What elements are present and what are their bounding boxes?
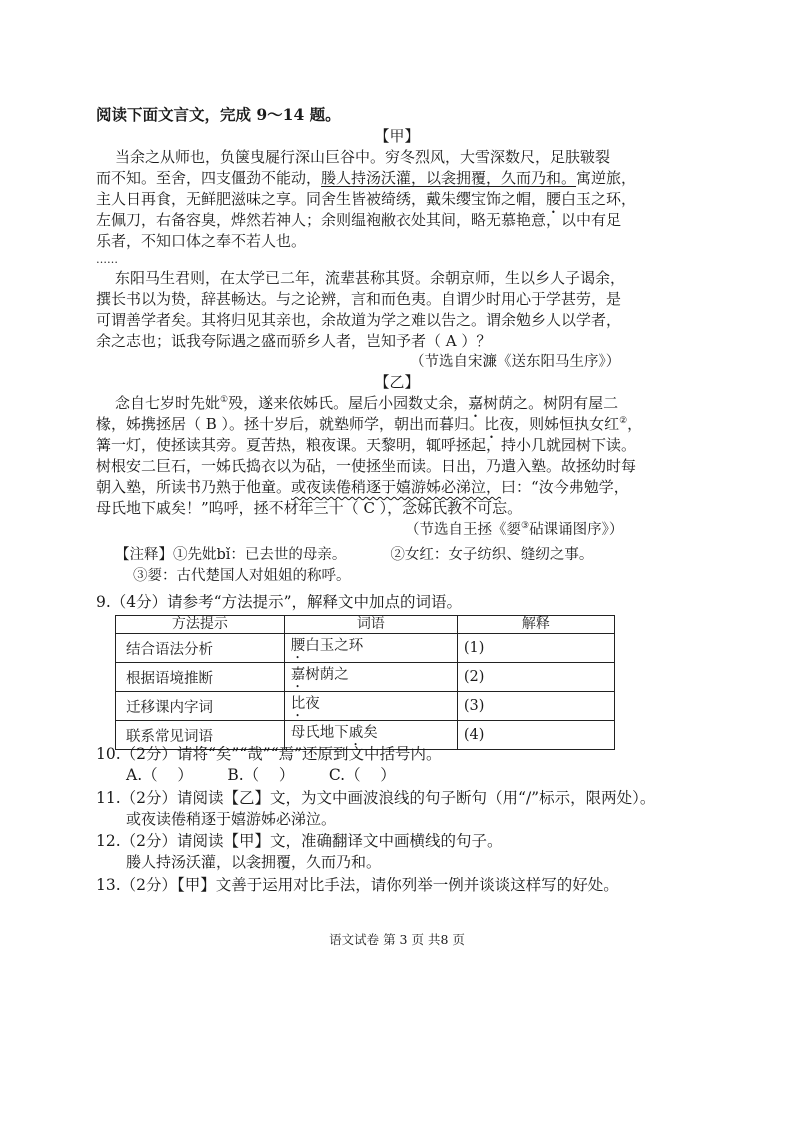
- table-header-row: [116, 616, 615, 634]
- passage-jia-line: 左佩刀，右备容臭，烨然若神人；余则缊袍敝衣处其间，略无慕艳意，以中有足: [96, 211, 622, 229]
- method-table: [115, 615, 615, 750]
- passage-jia-line: 乐者，不知口体之奉不若人也。: [96, 232, 307, 250]
- underlined-sentence: 媵人持汤沃灌，以衾拥覆，久而乃和。: [321, 169, 577, 187]
- passage-jia-line: 主人日再食，无鲜肥滋味之享。同舍生皆被绮绣，戴朱缨宝饰之帽，腰白玉之环，: [96, 190, 637, 208]
- dotted-word: 腰: [546, 190, 562, 208]
- wavy-sentence: 或夜读倦稍逐于嬉游姊必涕泣，: [291, 478, 502, 496]
- page-footer: 语文试卷 第 3 页 共8 页: [329, 932, 465, 947]
- passage-jia-line: 可谓善学者矣。其将归见其亲也，余故道为学之难以告之。谓余勉乡人以学者，: [96, 311, 622, 329]
- passage-jia-source: （节选自宋濂《送东阳马生序》）: [410, 354, 621, 370]
- question-12: 12.（2分）请阅读【甲】文，准确翻译文中画横线的句子。: [96, 832, 503, 850]
- question-12-sentence: 媵人持汤沃灌，以衾拥覆，久而乃和。: [126, 853, 382, 871]
- answer-blank[interactable]: (1): [457, 634, 614, 663]
- passage-jia-line: 撰长书以为贽，辞甚畅达。与之论辨，言和而色夷。自谓少时用心于学甚劳，是: [96, 290, 622, 308]
- passage-jia-line: 余之志也；诋我夸际遇之盛而骄乡人者，岂知予者（ A ）？: [96, 332, 492, 350]
- passage-yi-line: 树根安二巨石，一姊氏捣衣以为砧，一使拯坐而读。日出，乃遣入塾。故拯幼时每: [96, 457, 637, 475]
- table-row: 结合语法分析 腰白玉之环 (1): [116, 634, 615, 663]
- annotation-line: 【注释】①先妣bǐ：已去世的母亲。 ②女红：女子纺织、缝纫之事。: [115, 547, 594, 563]
- question-11: 11.（2分）请阅读【乙】文，为文中画波浪线的句子断句（用“/”标示，限两处）。: [96, 789, 656, 807]
- passage-yi-source: （节选自王拯《媭③砧课诵图序》）: [405, 521, 624, 538]
- question-9: 9.（4分）请参考“方法提示”，解释文中加点的词语。: [96, 593, 462, 611]
- passage-yi-title: 【乙】: [374, 373, 420, 391]
- question-13: 13.（2分）【甲】文善于运用对比手法，请你列举一例并谈谈这样写的好处。: [96, 876, 619, 894]
- answer-blank[interactable]: (3): [457, 692, 614, 721]
- passage-jia-title: 【甲】: [374, 127, 420, 145]
- table-header: 词语: [284, 616, 457, 634]
- table-row: 根据语境推断 嘉树荫之 (2): [116, 663, 615, 692]
- passage-yi-line: 篝一灯，使拯读其旁。夏苦热，粮夜课。天黎明，辄呼拯起，持小几就园树下读。: [96, 436, 637, 454]
- table-row: 迁移课内字词 比夜 (3): [116, 692, 615, 721]
- answer-blank[interactable]: (4): [457, 721, 614, 750]
- reading-instruction: 阅读下面文言文，完成 9～14 题。: [96, 105, 341, 124]
- table-row: 联系常见词语 母氏地下戚矣 (4): [116, 721, 615, 750]
- passage-yi-line: 念自七岁时先妣①殁，遂来依姊氏。屋后小园数丈余，嘉树荫之。树阴有屋二: [115, 394, 619, 412]
- question-10: 10.（2分）请将“矣”“哉”“焉”还原到文中括号内。: [96, 745, 442, 763]
- passage-yi-line: 椽，姊携拯居（ B ）。拯十岁后，就塾师学，朝出而暮归。比夜，则姊恒执女红②，: [96, 415, 643, 433]
- answer-blank[interactable]: (2): [457, 663, 614, 692]
- passage-jia-line: 而不知。至舍，四支僵劲不能动，媵人持汤沃灌，以衾拥覆，久而乃和。寓逆旅，: [96, 169, 637, 187]
- dotted-word: 比: [484, 415, 500, 433]
- passage-yi-line: 朝入塾，所读书乃熟于他童。或夜读倦稍逐于嬉游姊必涕泣，曰：“汝今弗勉学，: [96, 478, 629, 496]
- table-header: 方法提示: [116, 616, 285, 634]
- passage-jia-line: 东阳马生君则，在太学已二年，流辈甚称其贤。余朝京师，生以乡人子谒余，: [115, 269, 626, 287]
- passage-jia-line: 当余之从师也，负箧曳屣行深山巨谷中。穷冬烈风，大雪深数尺，足肤皲裂: [115, 148, 611, 166]
- table-header: 解释: [457, 616, 614, 634]
- dotted-word: 嘉: [468, 394, 484, 412]
- passage-yi-line: 母氏地下戚矣！”呜呼，拯不材年三十（ C ），念姊氏教不可忘。: [96, 499, 523, 517]
- question-10-options: A.（ ） B.（ ） C.（ ）: [126, 766, 396, 784]
- annotation-line: ③媭：古代楚国人对姐姐的称呼。: [133, 568, 351, 584]
- question-11-sentence: 或夜读倦稍逐于嬉游姊必涕泣。: [126, 810, 337, 828]
- ellipsis: ……: [96, 253, 118, 266]
